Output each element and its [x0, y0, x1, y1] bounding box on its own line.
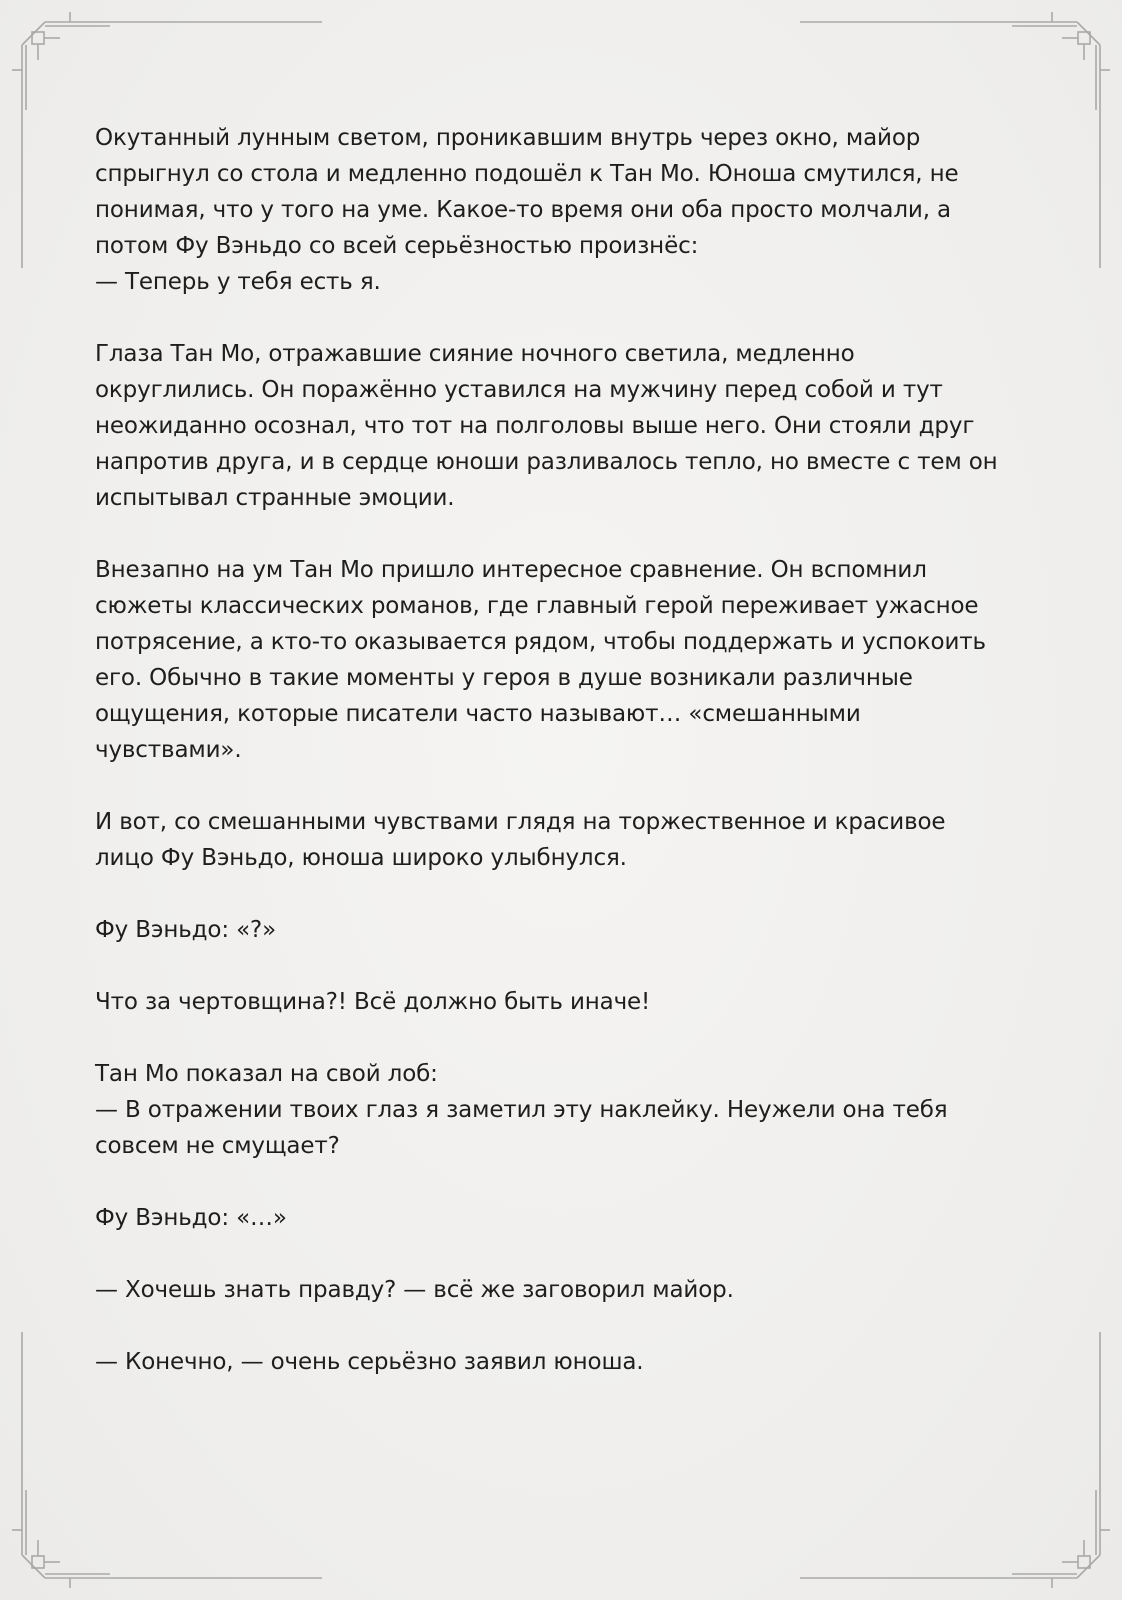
paragraph: [95, 1344, 1035, 1380]
text-line: испытывал странные эмоции.: [95, 485, 455, 511]
paragraph: [95, 1056, 1035, 1164]
text-line: его. Обычно в такие моменты у героя в душе возникали различные: [95, 665, 913, 691]
text-line: И вот, со смешанными чувствами глядя на торжественное и красивое: [95, 809, 946, 835]
text-line: Что за чертовщина?! Всё должно быть иначе!: [95, 989, 651, 1015]
paragraph: [95, 336, 1035, 516]
text-line: Фу Вэньдо: «?»: [95, 917, 277, 943]
text-line: — Конечно, — очень серьёзно заявил юноша.: [95, 1349, 644, 1375]
text-line: Фу Вэньдо: «…»: [95, 1205, 287, 1231]
text-line: спрыгнул со стола и медленно подошёл к Тан Мо. Юноша смутился, не: [95, 161, 959, 187]
paragraph: [95, 1200, 1035, 1236]
text-line: потом Фу Вэньдо со всей серьёзностью произнёс:: [95, 233, 699, 259]
text-line: Глаза Тан Мо, отражавшие сияние ночного светила, медленно: [95, 341, 855, 367]
text-line: ощущения, которые писатели часто называют… «смешанными: [95, 701, 861, 727]
text-line: лицо Фу Вэньдо, юноша широко улыбнулся.: [95, 845, 627, 871]
text-line: неожиданно осознал, что тот на полголовы выше него. Они стояли друг: [95, 413, 975, 439]
paragraph: [95, 804, 1035, 876]
text-line: понимая, что у того на уме. Какое-то время они оба просто молчали, а: [95, 197, 951, 223]
text-line: — Хочешь знать правду? — всё же заговорил майор.: [95, 1277, 734, 1303]
paragraph: [95, 1272, 1035, 1308]
text-line: чувствами».: [95, 737, 242, 763]
paragraph: [95, 984, 1035, 1020]
text-line: потрясение, а кто-то оказывается рядом, чтобы поддержать и успокоить: [95, 629, 986, 655]
text-line: Окутанный лунным светом, проникавшим внутрь через окно, майор: [95, 125, 921, 151]
text-line: — Теперь у тебя есть я.: [95, 269, 381, 295]
text-line: округлились. Он поражённо уставился на мужчину перед собой и тут: [95, 377, 943, 403]
text-body: [95, 120, 1035, 1416]
text-line: Тан Мо показал на свой лоб:: [95, 1061, 438, 1087]
paragraph: [95, 912, 1035, 948]
text-line: совсем не смущает?: [95, 1133, 340, 1159]
text-line: Внезапно на ум Тан Мо пришло интересное сравнение. Он вспомнил: [95, 557, 927, 583]
text-line: напротив друга, и в сердце юноши разливалось тепло, но вместе с тем он: [95, 449, 998, 475]
paragraph: [95, 552, 1035, 768]
text-line: сюжеты классических романов, где главный герой переживает ужасное: [95, 593, 979, 619]
text-line: — В отражении твоих глаз я заметил эту наклейку. Неужели она тебя: [95, 1097, 948, 1123]
paragraph: [95, 120, 1035, 300]
